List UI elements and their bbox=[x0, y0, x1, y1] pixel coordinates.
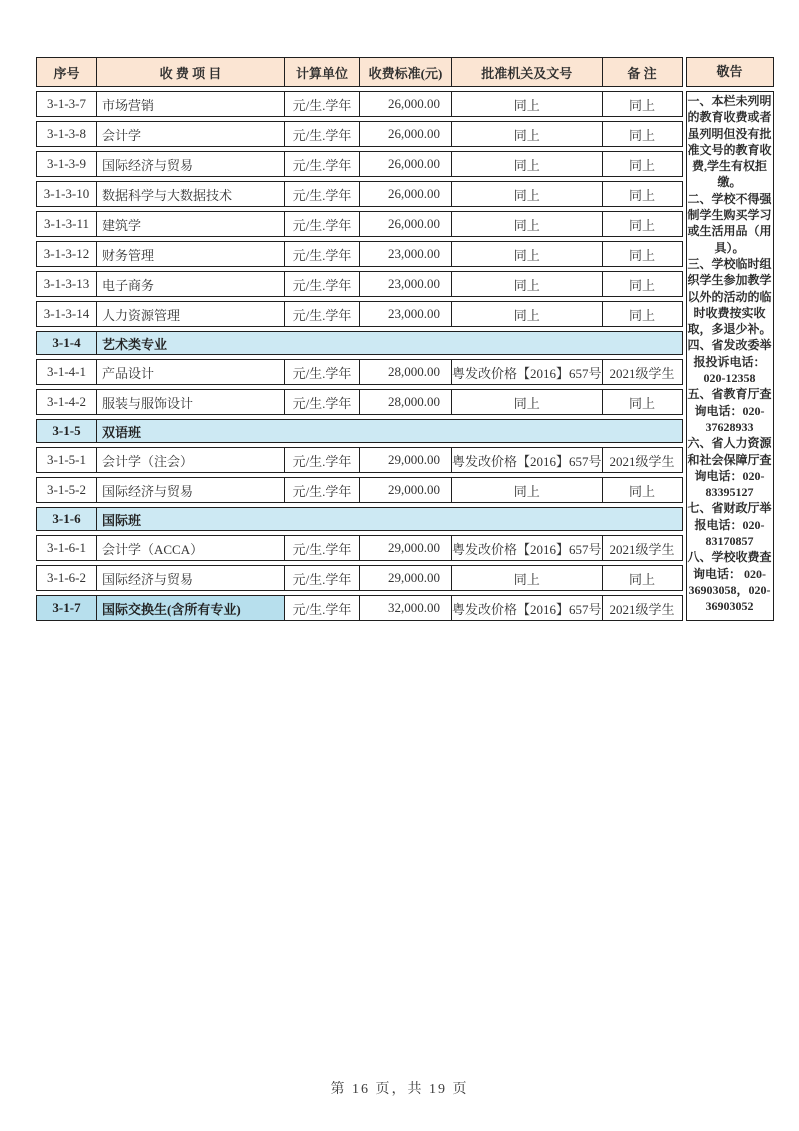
row-id: 3-1-3-7 bbox=[36, 91, 97, 117]
fee-amount: 26,000.00 bbox=[360, 91, 452, 117]
notice-item: 一、本栏未列明的教育收费或者虽列明但没有批准文号的教育收费,学生有权拒缴。 bbox=[687, 94, 772, 190]
header-col-note: 备 注 bbox=[603, 57, 683, 87]
header-col-item: 收 费 项 目 bbox=[97, 57, 285, 87]
header-col-unit: 计算单位 bbox=[285, 57, 360, 87]
row-id: 3-1-3-14 bbox=[36, 301, 97, 327]
fee-item-name: 国际经济与贸易 bbox=[97, 151, 285, 177]
section-title: 艺术类专业 bbox=[97, 331, 683, 355]
fee-amount: 29,000.00 bbox=[360, 535, 452, 561]
notice-box bbox=[686, 91, 774, 621]
note-cell: 同上 bbox=[603, 241, 683, 267]
row-id: 3-1-3-9 bbox=[36, 151, 97, 177]
unit-cell: 元/生.学年 bbox=[285, 211, 360, 237]
fee-amount: 26,000.00 bbox=[360, 151, 452, 177]
header-col-no: 序号 bbox=[36, 57, 97, 87]
note-cell: 同上 bbox=[603, 301, 683, 327]
note-cell: 同上 bbox=[603, 477, 683, 503]
unit-cell: 元/生.学年 bbox=[285, 389, 360, 415]
fee-row bbox=[36, 565, 683, 591]
row-id: 3-1-5-2 bbox=[36, 477, 97, 503]
fee-amount: 29,000.00 bbox=[360, 565, 452, 591]
fee-table-body bbox=[36, 91, 683, 621]
fee-row bbox=[36, 211, 683, 237]
note-cell: 同上 bbox=[603, 91, 683, 117]
note-cell: 2021级学生 bbox=[603, 595, 683, 621]
notice-item: 四、省发改委举报投诉电话：020-12358 bbox=[687, 338, 772, 386]
fee-row bbox=[36, 301, 683, 327]
unit-cell: 元/生.学年 bbox=[285, 241, 360, 267]
fee-amount: 28,000.00 bbox=[360, 389, 452, 415]
authority-cell: 同上 bbox=[452, 211, 603, 237]
table-header-row bbox=[36, 57, 683, 87]
fee-amount: 23,000.00 bbox=[360, 271, 452, 297]
fee-item-name: 财务管理 bbox=[97, 241, 285, 267]
note-cell: 同上 bbox=[603, 565, 683, 591]
unit-cell: 元/生.学年 bbox=[285, 151, 360, 177]
authority-cell: 同上 bbox=[452, 477, 603, 503]
notice-item: 五、省教育厅查询电话：020-37628933 bbox=[687, 387, 772, 434]
row-id: 3-1-3-12 bbox=[36, 241, 97, 267]
notice-column bbox=[686, 57, 774, 621]
authority-cell: 同上 bbox=[452, 181, 603, 207]
fee-row bbox=[36, 447, 683, 473]
fee-item-name: 建筑学 bbox=[97, 211, 285, 237]
fee-amount: 23,000.00 bbox=[360, 301, 452, 327]
authority-cell: 粤发改价格【2016】657号 bbox=[452, 359, 603, 385]
fee-item-name: 国际经济与贸易 bbox=[97, 565, 285, 591]
fee-row bbox=[36, 151, 683, 177]
row-id: 3-1-6 bbox=[36, 507, 97, 531]
fee-row bbox=[36, 271, 683, 297]
fee-item-name: 国际交换生(含所有专业) bbox=[97, 595, 285, 621]
row-id: 3-1-3-13 bbox=[36, 271, 97, 297]
fee-item-name: 产品设计 bbox=[97, 359, 285, 385]
note-cell: 2021级学生 bbox=[603, 447, 683, 473]
fee-row bbox=[36, 535, 683, 561]
row-id: 3-1-4 bbox=[36, 331, 97, 355]
note-cell: 同上 bbox=[603, 389, 683, 415]
fee-item-name: 服装与服饰设计 bbox=[97, 389, 285, 415]
note-cell: 同上 bbox=[603, 211, 683, 237]
notice-header: 敬告 bbox=[686, 57, 774, 87]
authority-cell: 同上 bbox=[452, 91, 603, 117]
fee-amount: 29,000.00 bbox=[360, 477, 452, 503]
fee-amount: 26,000.00 bbox=[360, 211, 452, 237]
fee-item-name: 会计学 bbox=[97, 121, 285, 147]
authority-cell: 同上 bbox=[452, 241, 603, 267]
row-id: 3-1-6-1 bbox=[36, 535, 97, 561]
authority-cell: 同上 bbox=[452, 301, 603, 327]
fee-item-name: 人力资源管理 bbox=[97, 301, 285, 327]
fee-item-name: 市场营销 bbox=[97, 91, 285, 117]
row-id: 3-1-6-2 bbox=[36, 565, 97, 591]
unit-cell: 元/生.学年 bbox=[285, 565, 360, 591]
fee-amount: 23,000.00 bbox=[360, 241, 452, 267]
section-row bbox=[36, 419, 683, 443]
fee-amount: 28,000.00 bbox=[360, 359, 452, 385]
fee-row bbox=[36, 389, 683, 415]
section-row bbox=[36, 331, 683, 355]
unit-cell: 元/生.学年 bbox=[285, 181, 360, 207]
note-cell: 2021级学生 bbox=[603, 535, 683, 561]
section-title: 国际班 bbox=[97, 507, 683, 531]
authority-cell: 粤发改价格【2016】657号 bbox=[452, 595, 603, 621]
row-id: 3-1-4-2 bbox=[36, 389, 97, 415]
authority-cell: 粤发改价格【2016】657号 bbox=[452, 535, 603, 561]
fee-amount: 32,000.00 bbox=[360, 595, 452, 621]
fee-table bbox=[36, 53, 683, 625]
fee-item-name: 国际经济与贸易 bbox=[97, 477, 285, 503]
fee-row bbox=[36, 181, 683, 207]
section-row bbox=[36, 507, 683, 531]
row-id: 3-1-3-10 bbox=[36, 181, 97, 207]
fee-row bbox=[36, 241, 683, 267]
authority-cell: 同上 bbox=[452, 151, 603, 177]
section-title: 双语班 bbox=[97, 419, 683, 443]
authority-cell: 同上 bbox=[452, 121, 603, 147]
unit-cell: 元/生.学年 bbox=[285, 447, 360, 473]
header-col-fee: 收费标准(元) bbox=[360, 57, 452, 87]
note-cell: 2021级学生 bbox=[603, 359, 683, 385]
authority-cell: 同上 bbox=[452, 389, 603, 415]
authority-cell: 同上 bbox=[452, 565, 603, 591]
fee-item-name: 数据科学与大数据技术 bbox=[97, 181, 285, 207]
row-id: 3-1-3-11 bbox=[36, 211, 97, 237]
header-col-authority: 批准机关及文号 bbox=[452, 57, 603, 87]
notice-item: 七、省财政厅举报电话：020-83170857 bbox=[687, 501, 772, 549]
unit-cell: 元/生.学年 bbox=[285, 271, 360, 297]
row-id: 3-1-5 bbox=[36, 419, 97, 443]
fee-row bbox=[36, 477, 683, 503]
row-id: 3-1-3-8 bbox=[36, 121, 97, 147]
row-id: 3-1-5-1 bbox=[36, 447, 97, 473]
note-cell: 同上 bbox=[603, 151, 683, 177]
fee-row bbox=[36, 595, 683, 621]
fee-row bbox=[36, 91, 683, 117]
fee-amount: 26,000.00 bbox=[360, 181, 452, 207]
fee-schedule bbox=[36, 57, 774, 625]
row-id: 3-1-7 bbox=[36, 595, 97, 621]
note-cell: 同上 bbox=[603, 121, 683, 147]
fee-item-name: 会计学（注会） bbox=[97, 447, 285, 473]
unit-cell: 元/生.学年 bbox=[285, 535, 360, 561]
fee-amount: 29,000.00 bbox=[360, 447, 452, 473]
fee-item-name: 电子商务 bbox=[97, 271, 285, 297]
unit-cell: 元/生.学年 bbox=[285, 121, 360, 147]
fee-item-name: 会计学（ACCA） bbox=[97, 535, 285, 561]
row-id: 3-1-4-1 bbox=[36, 359, 97, 385]
page-number: 第 16 页，共 19 页 bbox=[330, 1082, 469, 1097]
authority-cell: 同上 bbox=[452, 271, 603, 297]
unit-cell: 元/生.学年 bbox=[285, 477, 360, 503]
authority-cell: 粤发改价格【2016】657号 bbox=[452, 447, 603, 473]
unit-cell: 元/生.学年 bbox=[285, 91, 360, 117]
unit-cell: 元/生.学年 bbox=[285, 359, 360, 385]
unit-cell: 元/生.学年 bbox=[285, 301, 360, 327]
fee-row bbox=[36, 121, 683, 147]
fee-amount: 26,000.00 bbox=[360, 121, 452, 147]
notice-item: 二、学校不得强制学生购买学习或生活用品（用具）。 bbox=[687, 191, 772, 255]
notice-item: 六、省人力资源和社会保障厅查询电话：020-83395127 bbox=[687, 436, 772, 500]
note-cell: 同上 bbox=[603, 181, 683, 207]
fee-row bbox=[36, 359, 683, 385]
note-cell: 同上 bbox=[603, 271, 683, 297]
unit-cell: 元/生.学年 bbox=[285, 595, 360, 621]
notice-item: 八、学校收费查询电话： 020-36903058，020-36903052 bbox=[687, 550, 772, 614]
notice-item: 三、学校临时组织学生参加教学以外的活动的临时收费按实收取，多退少补。 bbox=[687, 256, 772, 337]
